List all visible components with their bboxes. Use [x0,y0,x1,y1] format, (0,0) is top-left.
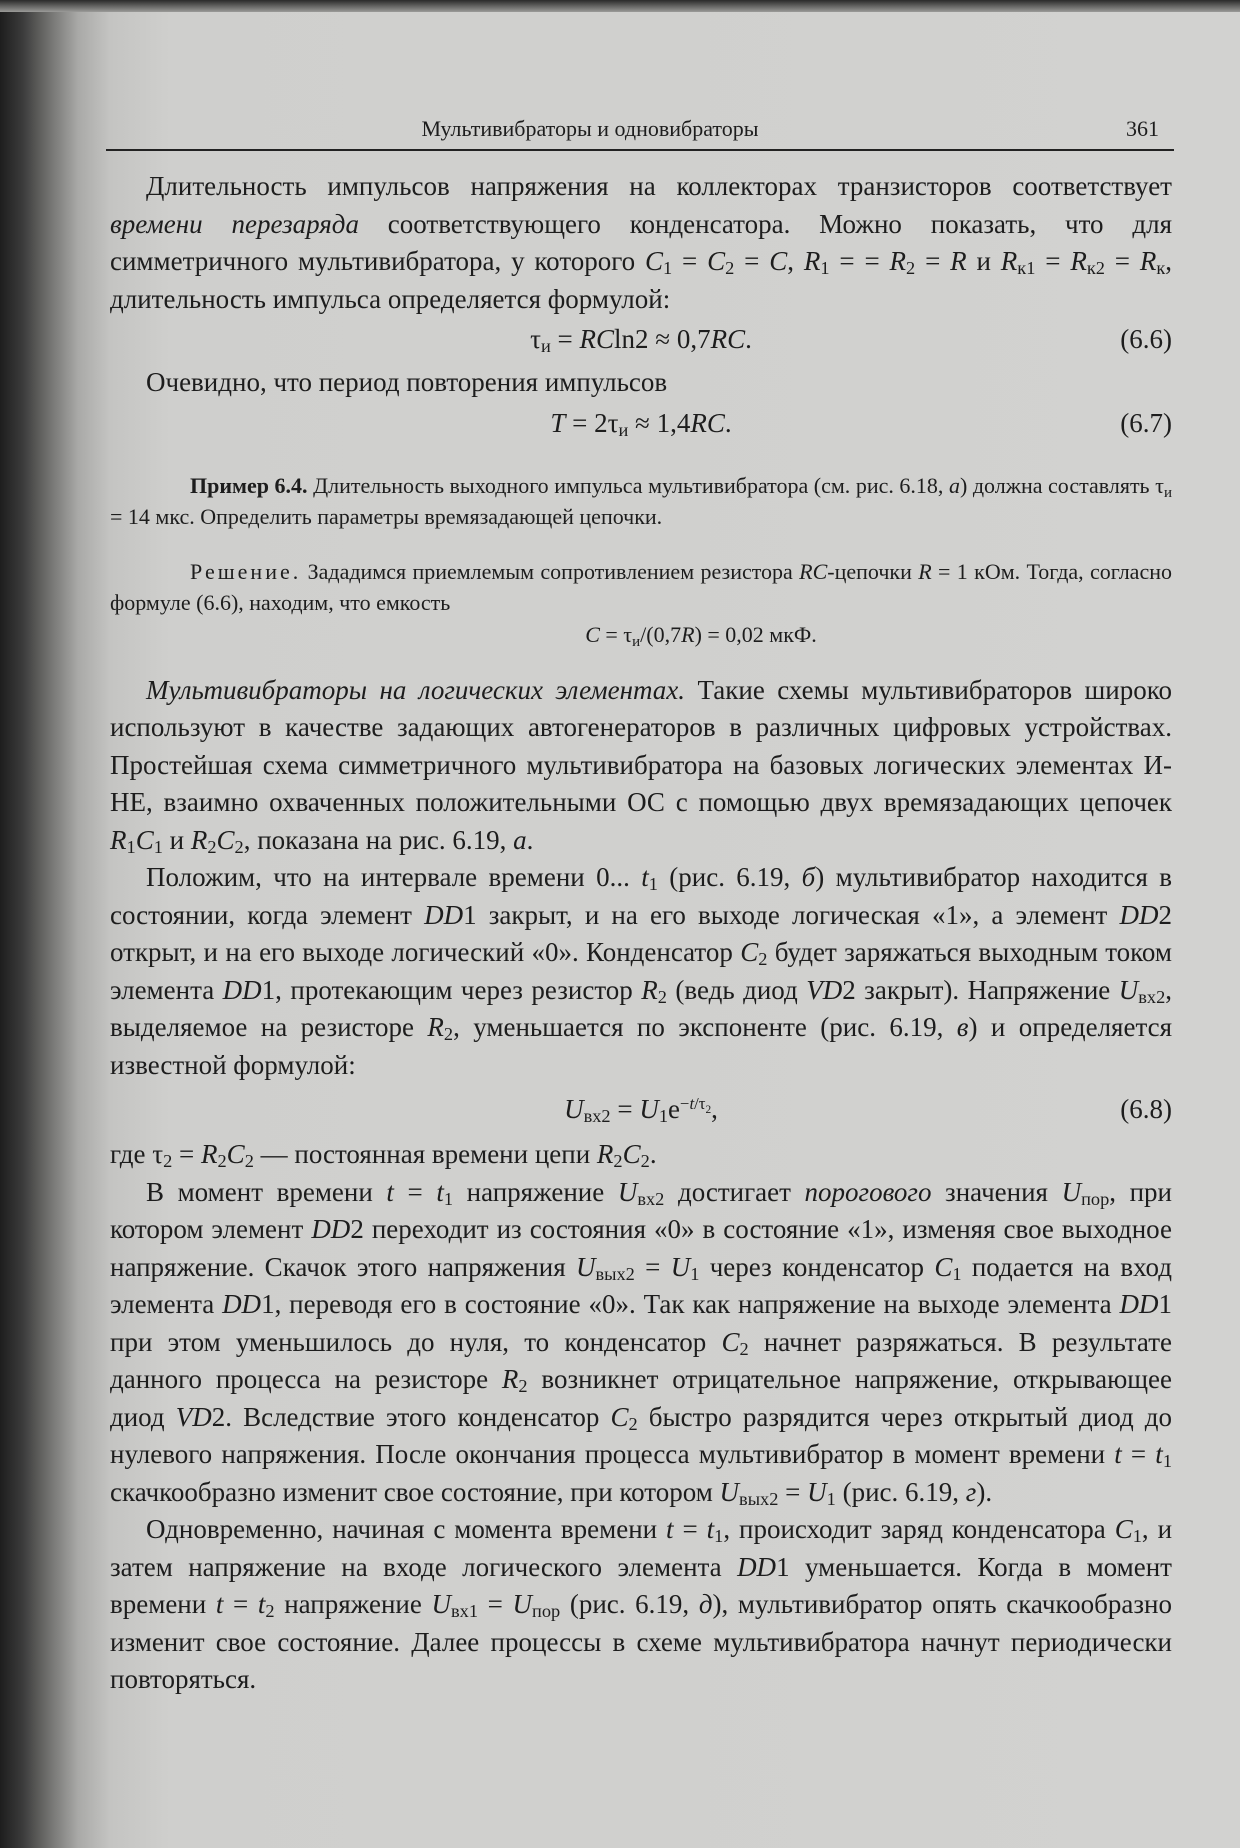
example-solution: Решение. Зададимся приемлемым сопротивлением резистора RC-цепочки R = 1 кОм. Тогда, согласно формуле (6.6), находим, что емкость [110,558,1172,615]
paragraph-period: Очевидно, что период повторения импульсов [146,367,668,397]
formula-number: (6.6) [1120,324,1172,354]
page-content [110,168,1172,1699]
paragraph-time-constant: где $\tau_2 = R_2C_2$ — постоянная времени цепи $R_2C_2$. [110,1139,657,1171]
page-top-shadow [0,0,1240,12]
paragraph-periodic: Одновременно, начиная с момента времени $t = t_1$, происходит заряд конденсатора $C_1$, и затем напряжение на входе логического элемента DD1 уменьшается. Когда в момент времени $t = t_2$ напряжение $U_{вх1} = U_{пор}$ (рис. 6.19, д), мультивибратор опять скачкообразно изменит свое состояние. Далее процессы в схеме мультивибратора начнут периодически повторяться. [110,1514,1173,1694]
header-rule [106,149,1174,151]
formula-number: (6.8) [1120,1094,1172,1124]
solution-formula: $C = \tau_и/(0,7R) = 0,02$ мкФ. [585,621,817,650]
example-6-4: Пример 6.4. Длительность выходного импульса мультивибратора (см. рис. 6.18, а) должна составлять $\tau_и = 14$ мкс. Определить параметры времязадающей цепочки. [110,472,1172,529]
formula-6-7: $T = 2\tau_и \approx 1,4RC$. (6.7) [550,407,1172,440]
formula-6-6: $\tau_и = RCln2 \approx 0,7RC$. (6.6) [530,324,1172,356]
formula-6-8: $U_{вх2} = U_1e^{-t/\tau_2}$, (6.8) [564,1094,1172,1126]
paragraph-operation: Положим, что на интервале времени 0... $t_1$ (рис. 6.19, б) мультивибратор находится в состоянии, когда элемент DD1 закрыт, и на его выходе логическая «1», а элемент DD2 открыт, и на его выходе логический «0». Конденсатор $C_2$ будет заряжаться выходным током элемента DD1, протекающим через резистор $R_2$ (ведь диод VD2 закрыт). Напряжение $U_{вх2}$, выделяемое на резисторе $R_2$, уменьшается по экспоненте (рис. 6.19, в) и определяется известной формулой: [110,862,1173,1080]
paragraph-threshold: В момент времени $t = t_1$ напряжение $U_{вх2}$ достигает порогового значения $U_{пор}$, при котором элемент DD2 переходит из состояния «0» в состояние «1», изменяя свое выходное напряжение. Скачок этого напряжения $U_{вых2} = U_1$ через конденсатор $C_1$ подается на вход элемента DD1, переводя его в состояние «0». Так как напряжение на выходе элемента DD1 при этом уменьшилось до нуля, то конденсатор $C_2$ начнет разряжаться. В результате данного процесса на резисторе $R_2$ возникнет отрицательное напряжение, открывающее диод VD2. Вследствие этого конденсатор $C_2$ быстро разрядится через открытый диод до нулевого напряжения. После окончания процесса мультивибратор в момент времени $t = t_1$ скачкообразно изменит свое состояние, при котором $U_{вых2} = U_1$ (рис. 6.19, г). [110,1176,1173,1509]
running-title: Мультивибраторы и одновибраторы [421,116,759,141]
formula-number: (6.7) [1120,407,1172,438]
page-number: 361 [1126,116,1159,141]
paragraph-logic-multivibrators: Мультивибраторы на логических элементах. Такие схемы мультивибраторов широко используют в качестве задающих автогенераторов в различных цифровых устройствах. Простейшая схема симметричного мультивибратора на базовых логических элементах И-НЕ, взаимно охваченных положительными ОС с помощью двух времязадающих цепочек $R_1C_1$ и $R_2C_2$, показана на рис. 6.19, а. [110,674,1172,857]
paragraph-pulse-duration: Длительность импульсов напряжения на коллекторах транзисторов соответствует времени перезаряда соответствующего конденсатора. Можно показать, что для симметричного мультивибратора, у которого $C_1 = C_2 = C$, $R_1$ = = $R_2 = R$ и $R_{к1} = R_{к2} = R_к$, длительность импульса определяется формулой: [110,171,1173,314]
